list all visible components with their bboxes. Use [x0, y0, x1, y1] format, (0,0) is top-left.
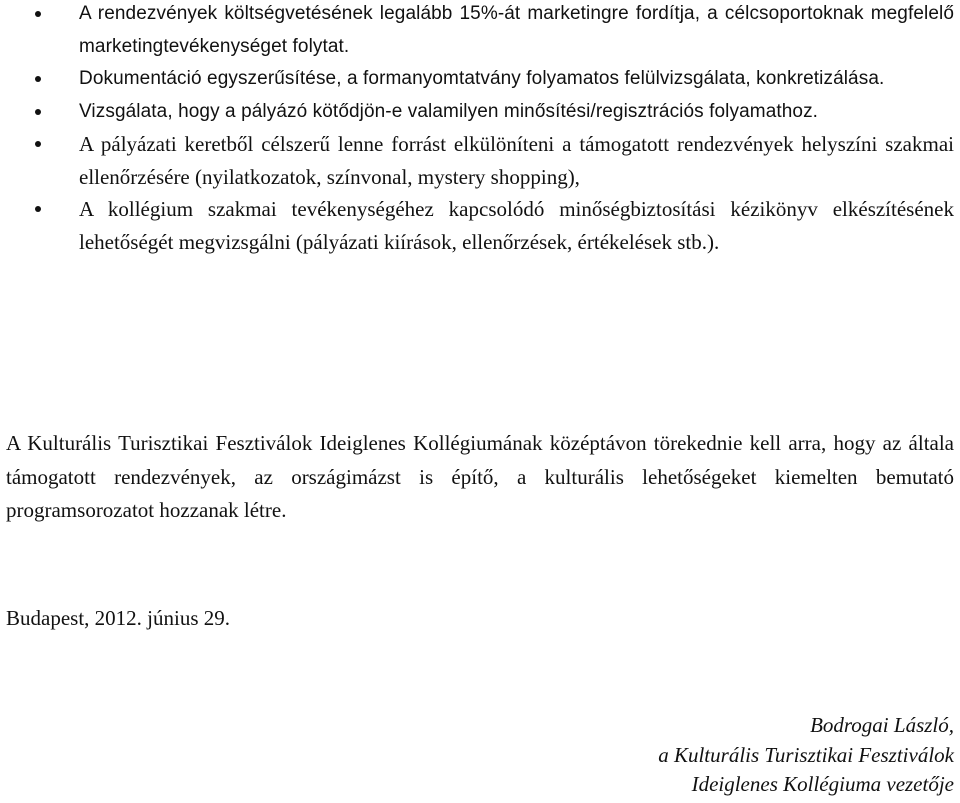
signatory-title-line2: Ideiglenes Kollégiuma vezetője	[691, 772, 954, 796]
list-item	[0, 0, 960, 63]
body-paragraph: A Kulturális Turisztikai Fesztiválok Ideiglenes Kollégiumának középtávon törekednie kell arra, hogy az általa támogatott rendezvények, az országimázst is építő, a kulturális lehetőségeket kiemelten bemutató programsorozatot hozzanak létre.	[6, 431, 954, 522]
list-item-text: Vizsgálata, hogy a pályázó kötődjön-e valamilyen minősítési/regisztrációs folyamathoz.	[79, 100, 819, 122]
document-date: Budapest, 2012. június 29.	[6, 606, 230, 630]
list-item-text: A rendezvények költségvetésének legalább 15%-át marketingre fordítja, a célcsoportoknak megfelelő marketingtevékenységet folytat.	[79, 3, 954, 57]
list-item	[0, 96, 960, 129]
list-item	[0, 128, 960, 193]
bullet-icon	[35, 141, 41, 147]
bullet-icon	[35, 76, 41, 82]
signatory-title-line1: a Kulturális Turisztikai Fesztiválok	[658, 742, 954, 767]
bullet-icon	[35, 11, 41, 17]
recommendation-list	[0, 0, 960, 258]
list-item-text: Dokumentáció egyszerűsítése, a formanyomtatvány folyamatos felülvizsgálata, konkretizálása.	[79, 68, 885, 89]
bullet-icon	[35, 206, 41, 212]
signature-block	[658, 711, 954, 800]
list-item-text: A pályázati keretből célszerű lenne forrást elkülöníteni a támogatott rendezvények helyszíni szakmai ellenőrzésére (nyilatkozatok, színvonal, mystery shopping),	[79, 132, 954, 189]
list-item-text: A kollégium szakmai tevékenységéhez kapcsolódó minőségbiztosítási kézikönyv elkészítésének lehetőségét megvizsgálni (pályázati kiírások, ellenőrzések, értékelések stb.).	[79, 197, 954, 254]
bullet-icon	[35, 109, 41, 115]
signatory-name: Bodrogai László,	[810, 713, 954, 737]
list-item	[0, 193, 960, 258]
list-item	[0, 63, 960, 96]
